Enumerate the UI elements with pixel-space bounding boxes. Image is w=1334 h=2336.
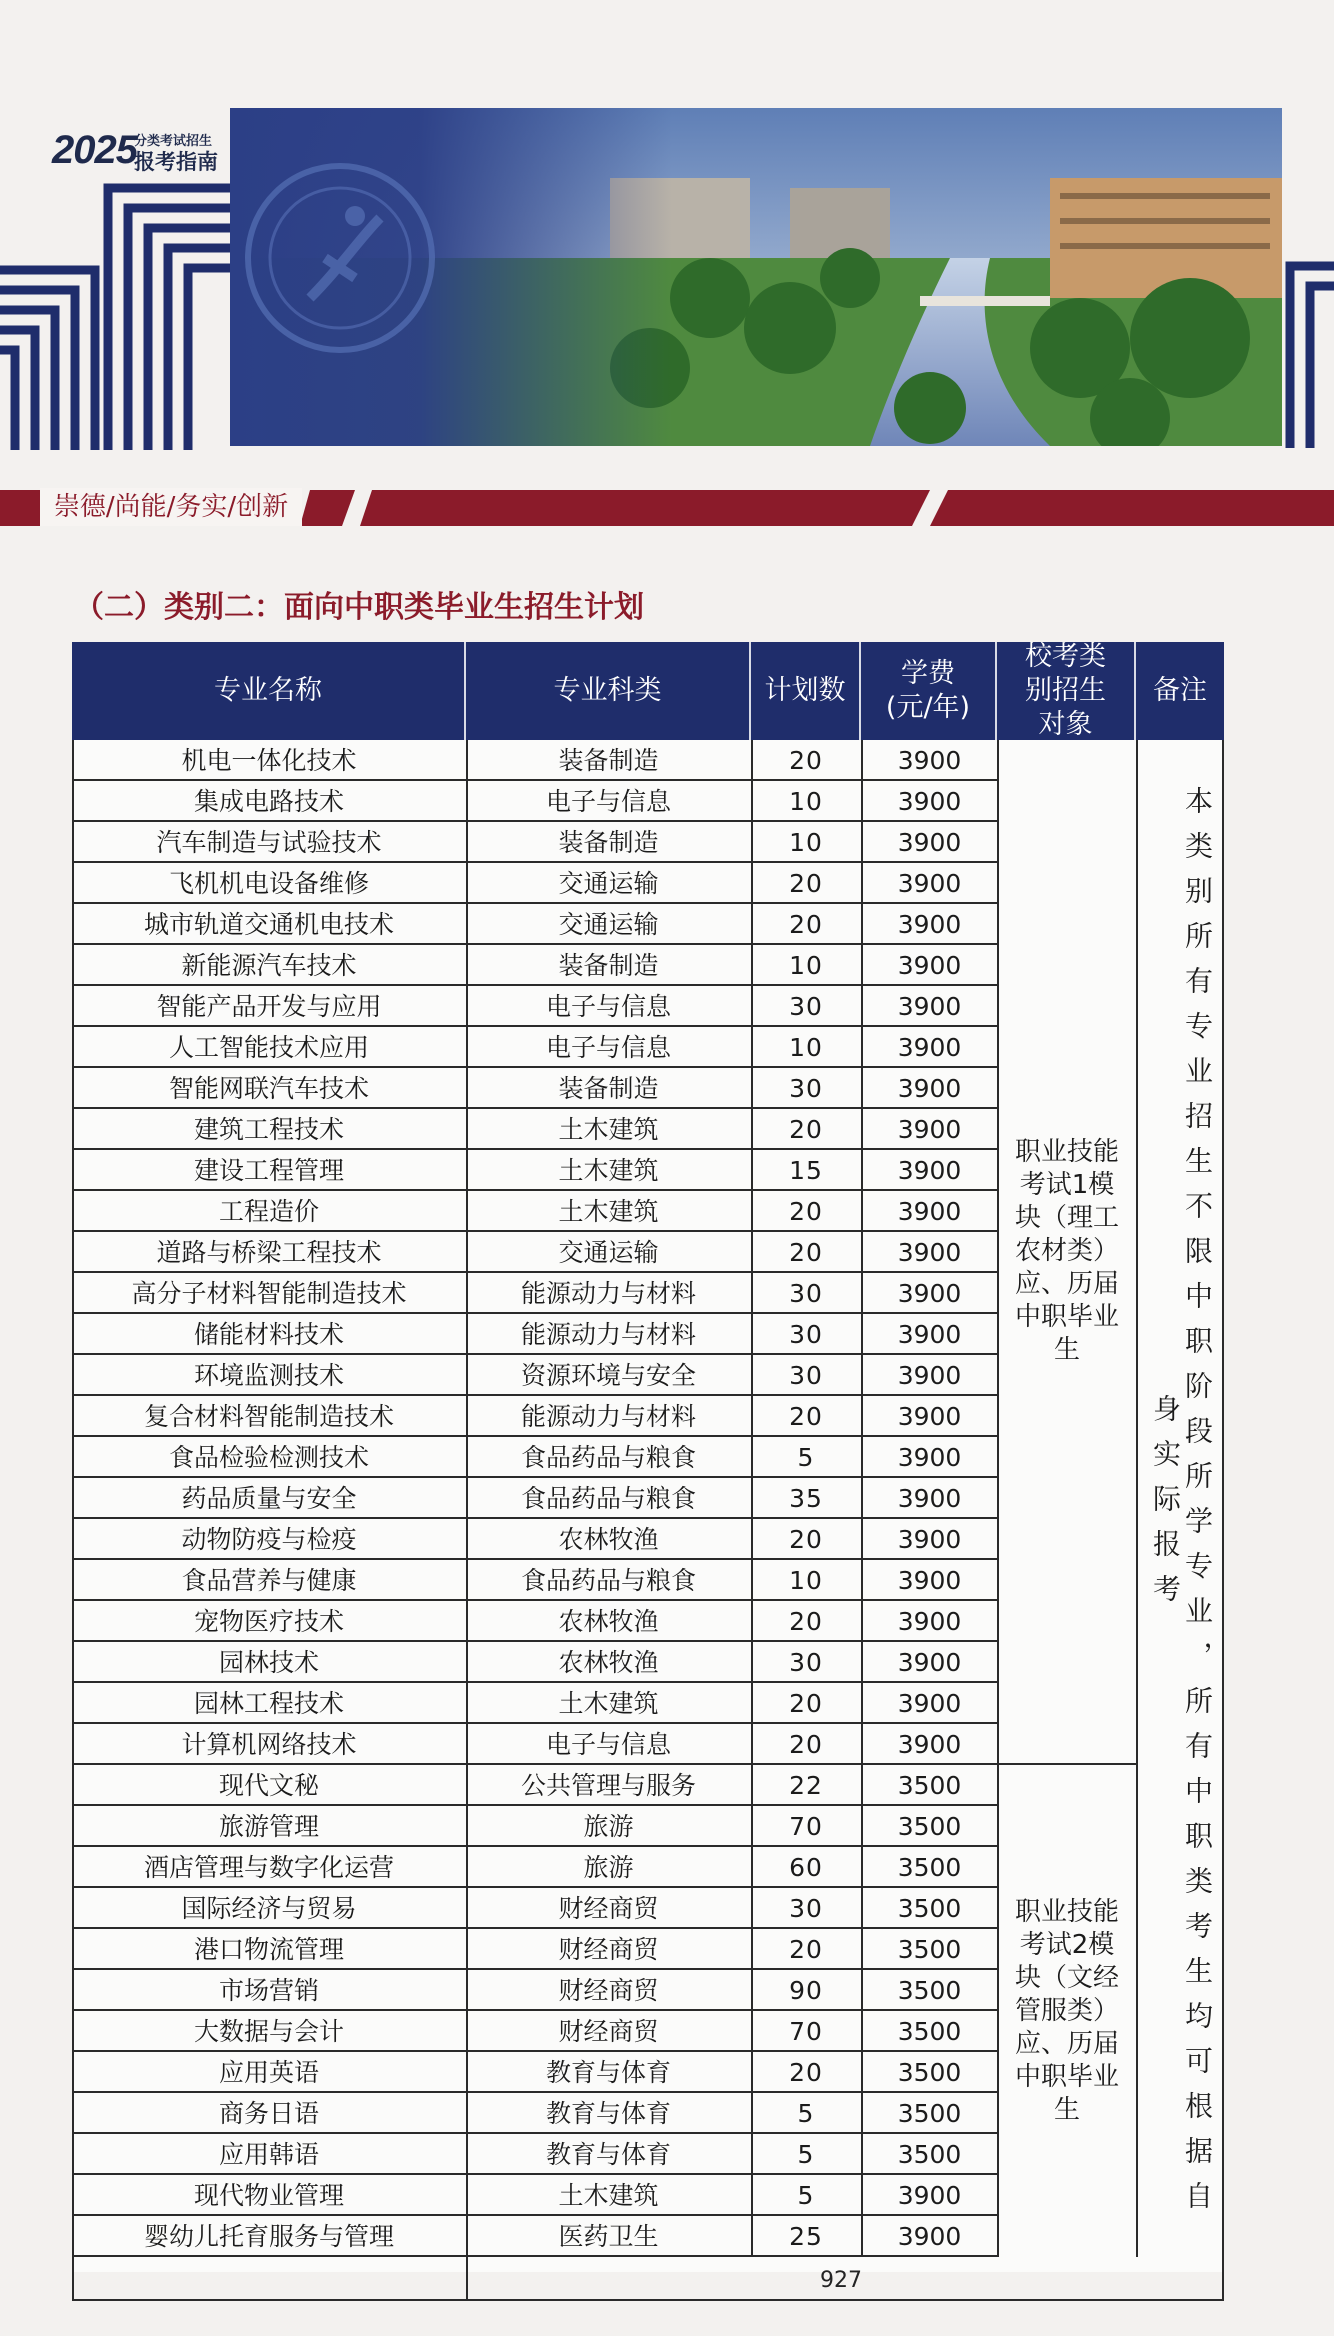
cell-major: 建设工程管理 [72, 1150, 466, 1191]
col-header-tuition: 学费(元/年) [861, 642, 997, 740]
cell-plan-count: 35 [751, 1478, 861, 1519]
cell-category: 装备制造 [466, 740, 751, 781]
cell-major: 新能源汽车技术 [72, 945, 466, 986]
cell-tuition: 3500 [861, 2093, 998, 2134]
admission-plan-table [72, 642, 1224, 2272]
remark-text: 本类别所有专业招生不限中职阶段所学专业，所有中职类考生均可根据自身实际报考 [1149, 786, 1214, 2226]
cell-major: 飞机机电设备维修 [72, 863, 466, 904]
table-grid-line [1222, 740, 1224, 2301]
cell-plan-count: 30 [751, 1355, 861, 1396]
cell-major: 机电一体化技术 [72, 740, 466, 781]
cell-major: 人工智能技术应用 [72, 1027, 466, 1068]
cell-tuition: 3900 [861, 822, 998, 863]
cell-category: 交通运输 [466, 1232, 751, 1273]
cell-category: 电子与信息 [466, 1724, 751, 1765]
cell-category: 交通运输 [466, 904, 751, 945]
cell-plan-count: 30 [751, 1273, 861, 1314]
cell-plan-count: 5 [751, 2175, 861, 2216]
cell-major: 智能产品开发与应用 [72, 986, 466, 1027]
cell-category: 农林牧渔 [466, 1519, 751, 1560]
cell-plan-count: 20 [751, 2052, 861, 2093]
cell-tuition: 3900 [861, 1191, 998, 1232]
cell-category: 农林牧渔 [466, 1642, 751, 1683]
cell-category: 旅游 [466, 1847, 751, 1888]
cell-plan-count: 5 [751, 2134, 861, 2175]
remark-cell [1138, 740, 1224, 2272]
cell-category: 能源动力与材料 [466, 1273, 751, 1314]
cell-category: 土木建筑 [466, 2175, 751, 2216]
cell-plan-count: 25 [751, 2216, 861, 2257]
cell-category: 土木建筑 [466, 1109, 751, 1150]
cell-major: 商务日语 [72, 2093, 466, 2134]
table-header [72, 642, 1224, 740]
cell-plan-count: 90 [751, 1970, 861, 2011]
table-footer-row [72, 2257, 1224, 2301]
cell-major: 高分子材料智能制造技术 [72, 1273, 466, 1314]
section-title: （二）类别二：面向中职类毕业生招生计划 [74, 590, 644, 625]
cell-tuition: 3500 [861, 1765, 998, 1806]
target-group-2-cell [998, 1765, 1136, 2257]
cell-category: 财经商贸 [466, 2011, 751, 2052]
cell-tuition: 3500 [861, 1929, 998, 1970]
cell-category: 教育与体育 [466, 2052, 751, 2093]
cell-category: 教育与体育 [466, 2093, 751, 2134]
cell-plan-count: 15 [751, 1150, 861, 1191]
table-grid-line [751, 740, 753, 2257]
cell-category: 农林牧渔 [466, 1601, 751, 1642]
cell-tuition: 3900 [861, 904, 998, 945]
cell-category: 食品药品与粮食 [466, 1478, 751, 1519]
right-stripe-decoration [1284, 258, 1334, 448]
cell-major: 现代文秘 [72, 1765, 466, 1806]
cell-major: 环境监测技术 [72, 1355, 466, 1396]
table-grid-line [997, 740, 999, 2257]
table-grid-line [861, 740, 863, 2257]
target-group-1-text: 职业技能考试1模块（理工农材类）应、历届中职毕业生 [1014, 1137, 1119, 1365]
brand-subtitle-bottom: 报考指南 [134, 150, 218, 174]
cell-category: 能源动力与材料 [466, 1314, 751, 1355]
cell-major: 道路与桥梁工程技术 [72, 1232, 466, 1273]
table-grid-line [1136, 740, 1138, 2257]
cell-tuition: 3900 [861, 2216, 998, 2257]
cell-tuition: 3900 [861, 863, 998, 904]
cell-category: 装备制造 [466, 1068, 751, 1109]
cell-tuition: 3900 [861, 1273, 998, 1314]
cell-major: 建筑工程技术 [72, 1109, 466, 1150]
brand-subtitle-top: 分类考试招生 [134, 134, 213, 149]
motto-text: 崇德/尚能/务实/创新 [40, 488, 302, 526]
cell-major: 港口物流管理 [72, 1929, 466, 1970]
cell-category: 财经商贸 [466, 1888, 751, 1929]
cell-tuition: 3900 [861, 945, 998, 986]
cell-plan-count: 30 [751, 1642, 861, 1683]
cell-category: 电子与信息 [466, 986, 751, 1027]
cell-major: 集成电路技术 [72, 781, 466, 822]
cell-plan-count: 22 [751, 1765, 861, 1806]
cell-tuition: 3900 [861, 1560, 998, 1601]
cell-category: 财经商贸 [466, 1970, 751, 2011]
cell-major: 食品营养与健康 [72, 1560, 466, 1601]
cell-category: 旅游 [466, 1806, 751, 1847]
cell-major: 国际经济与贸易 [72, 1888, 466, 1929]
col-header-major: 专业名称 [72, 642, 466, 740]
cell-tuition: 3900 [861, 1683, 998, 1724]
cell-plan-count: 10 [751, 822, 861, 863]
cell-category: 食品药品与粮食 [466, 1437, 751, 1478]
cell-plan-count: 20 [751, 1232, 861, 1273]
cell-major: 应用韩语 [72, 2134, 466, 2175]
cell-major: 旅游管理 [72, 1806, 466, 1847]
cell-plan-count: 30 [751, 1888, 861, 1929]
cell-tuition: 3900 [861, 1150, 998, 1191]
cell-plan-count: 20 [751, 1109, 861, 1150]
cell-major: 工程造价 [72, 1191, 466, 1232]
cell-plan-count: 20 [751, 1601, 861, 1642]
cell-plan-count: 10 [751, 781, 861, 822]
cell-major: 大数据与会计 [72, 2011, 466, 2052]
cell-tuition: 3500 [861, 2052, 998, 2093]
cell-tuition: 3900 [861, 1232, 998, 1273]
cell-plan-count: 20 [751, 904, 861, 945]
col-header-remark: 备注 [1153, 675, 1207, 706]
col-header-target: 校考类别招生对象 [997, 642, 1136, 740]
cell-major: 储能材料技术 [72, 1314, 466, 1355]
cell-major: 城市轨道交通机电技术 [72, 904, 466, 945]
cell-major: 复合材料智能制造技术 [72, 1396, 466, 1437]
cell-tuition: 3900 [861, 1724, 998, 1765]
cell-plan-count: 20 [751, 1929, 861, 1970]
cell-tuition: 3900 [861, 1396, 998, 1437]
cell-tuition: 3900 [861, 1519, 998, 1560]
cell-tuition: 3900 [861, 1109, 998, 1150]
cell-major: 婴幼儿托育服务与管理 [72, 2216, 466, 2257]
cell-tuition: 3900 [861, 1437, 998, 1478]
cell-category: 土木建筑 [466, 1683, 751, 1724]
cell-tuition: 3900 [861, 1601, 998, 1642]
cell-plan-count: 5 [751, 2093, 861, 2134]
cell-plan-count: 5 [751, 1437, 861, 1478]
cell-category: 教育与体育 [466, 2134, 751, 2175]
cell-plan-count: 20 [751, 1519, 861, 1560]
cell-category: 装备制造 [466, 945, 751, 986]
cell-plan-count: 20 [751, 1724, 861, 1765]
cell-tuition: 3900 [861, 986, 998, 1027]
cell-major: 宠物医疗技术 [72, 1601, 466, 1642]
left-stripe-decoration [0, 180, 230, 450]
cell-major: 应用英语 [72, 2052, 466, 2093]
cell-tuition: 3500 [861, 1847, 998, 1888]
cell-major: 酒店管理与数字化运营 [72, 1847, 466, 1888]
table-grid-line [466, 740, 468, 2301]
cell-tuition: 3900 [861, 1027, 998, 1068]
col-header-plan-count: 计划数 [751, 642, 861, 740]
cell-category: 交通运输 [466, 863, 751, 904]
col-header-category: 专业科类 [466, 642, 751, 740]
cell-tuition: 3500 [861, 2134, 998, 2175]
cell-major: 现代物业管理 [72, 2175, 466, 2216]
cell-major: 园林工程技术 [72, 1683, 466, 1724]
cell-major: 智能网联汽车技术 [72, 1068, 466, 1109]
cell-plan-count: 30 [751, 1068, 861, 1109]
cell-tuition: 3900 [861, 740, 998, 781]
cell-category: 土木建筑 [466, 1191, 751, 1232]
cell-plan-count: 30 [751, 986, 861, 1027]
cell-tuition: 3900 [861, 1478, 998, 1519]
cell-tuition: 3900 [861, 1642, 998, 1683]
cell-tuition: 3900 [861, 1314, 998, 1355]
cell-category: 电子与信息 [466, 1027, 751, 1068]
cell-tuition: 3900 [861, 781, 998, 822]
cell-plan-count: 20 [751, 740, 861, 781]
cell-category: 食品药品与粮食 [466, 1560, 751, 1601]
cell-category: 公共管理与服务 [466, 1765, 751, 1806]
cell-tuition: 3500 [861, 2011, 998, 2052]
cell-plan-count: 70 [751, 2011, 861, 2052]
cell-plan-count: 20 [751, 1396, 861, 1437]
cell-tuition: 3500 [861, 1806, 998, 1847]
cell-major: 计算机网络技术 [72, 1724, 466, 1765]
cell-plan-count: 10 [751, 945, 861, 986]
campus-banner-image [230, 108, 1282, 446]
cell-category: 财经商贸 [466, 1929, 751, 1970]
cell-category: 医药卫生 [466, 2216, 751, 2257]
cell-major: 汽车制造与试验技术 [72, 822, 466, 863]
cell-tuition: 3900 [861, 2175, 998, 2216]
table-grid-line [72, 740, 74, 2301]
brand-year: 2025 [52, 128, 137, 172]
cell-category: 资源环境与安全 [466, 1355, 751, 1396]
cell-category: 装备制造 [466, 822, 751, 863]
cell-tuition: 3500 [861, 1888, 998, 1929]
cell-plan-count: 70 [751, 1806, 861, 1847]
cell-plan-count: 10 [751, 1560, 861, 1601]
cell-major: 园林技术 [72, 1642, 466, 1683]
cell-category: 土木建筑 [466, 1150, 751, 1191]
cell-plan-count: 20 [751, 1683, 861, 1724]
target-group-1-cell [998, 740, 1136, 1765]
cell-plan-count: 20 [751, 1191, 861, 1232]
cell-tuition: 3500 [861, 1970, 998, 2011]
cell-tuition: 3900 [861, 1355, 998, 1396]
cell-major: 食品检验检测技术 [72, 1437, 466, 1478]
cell-major: 市场营销 [72, 1970, 466, 2011]
cell-category: 电子与信息 [466, 781, 751, 822]
page-number: 927 [820, 2268, 862, 2293]
cell-plan-count: 10 [751, 1027, 861, 1068]
cell-plan-count: 20 [751, 863, 861, 904]
target-group-2-text: 职业技能考试2模块（文经管服类）应、历届中职毕业生 [1014, 1896, 1119, 2125]
cell-major: 动物防疫与检疫 [72, 1519, 466, 1560]
cell-major: 药品质量与安全 [72, 1478, 466, 1519]
cell-tuition: 3900 [861, 1068, 998, 1109]
cell-category: 能源动力与材料 [466, 1396, 751, 1437]
cell-plan-count: 30 [751, 1314, 861, 1355]
cell-plan-count: 60 [751, 1847, 861, 1888]
